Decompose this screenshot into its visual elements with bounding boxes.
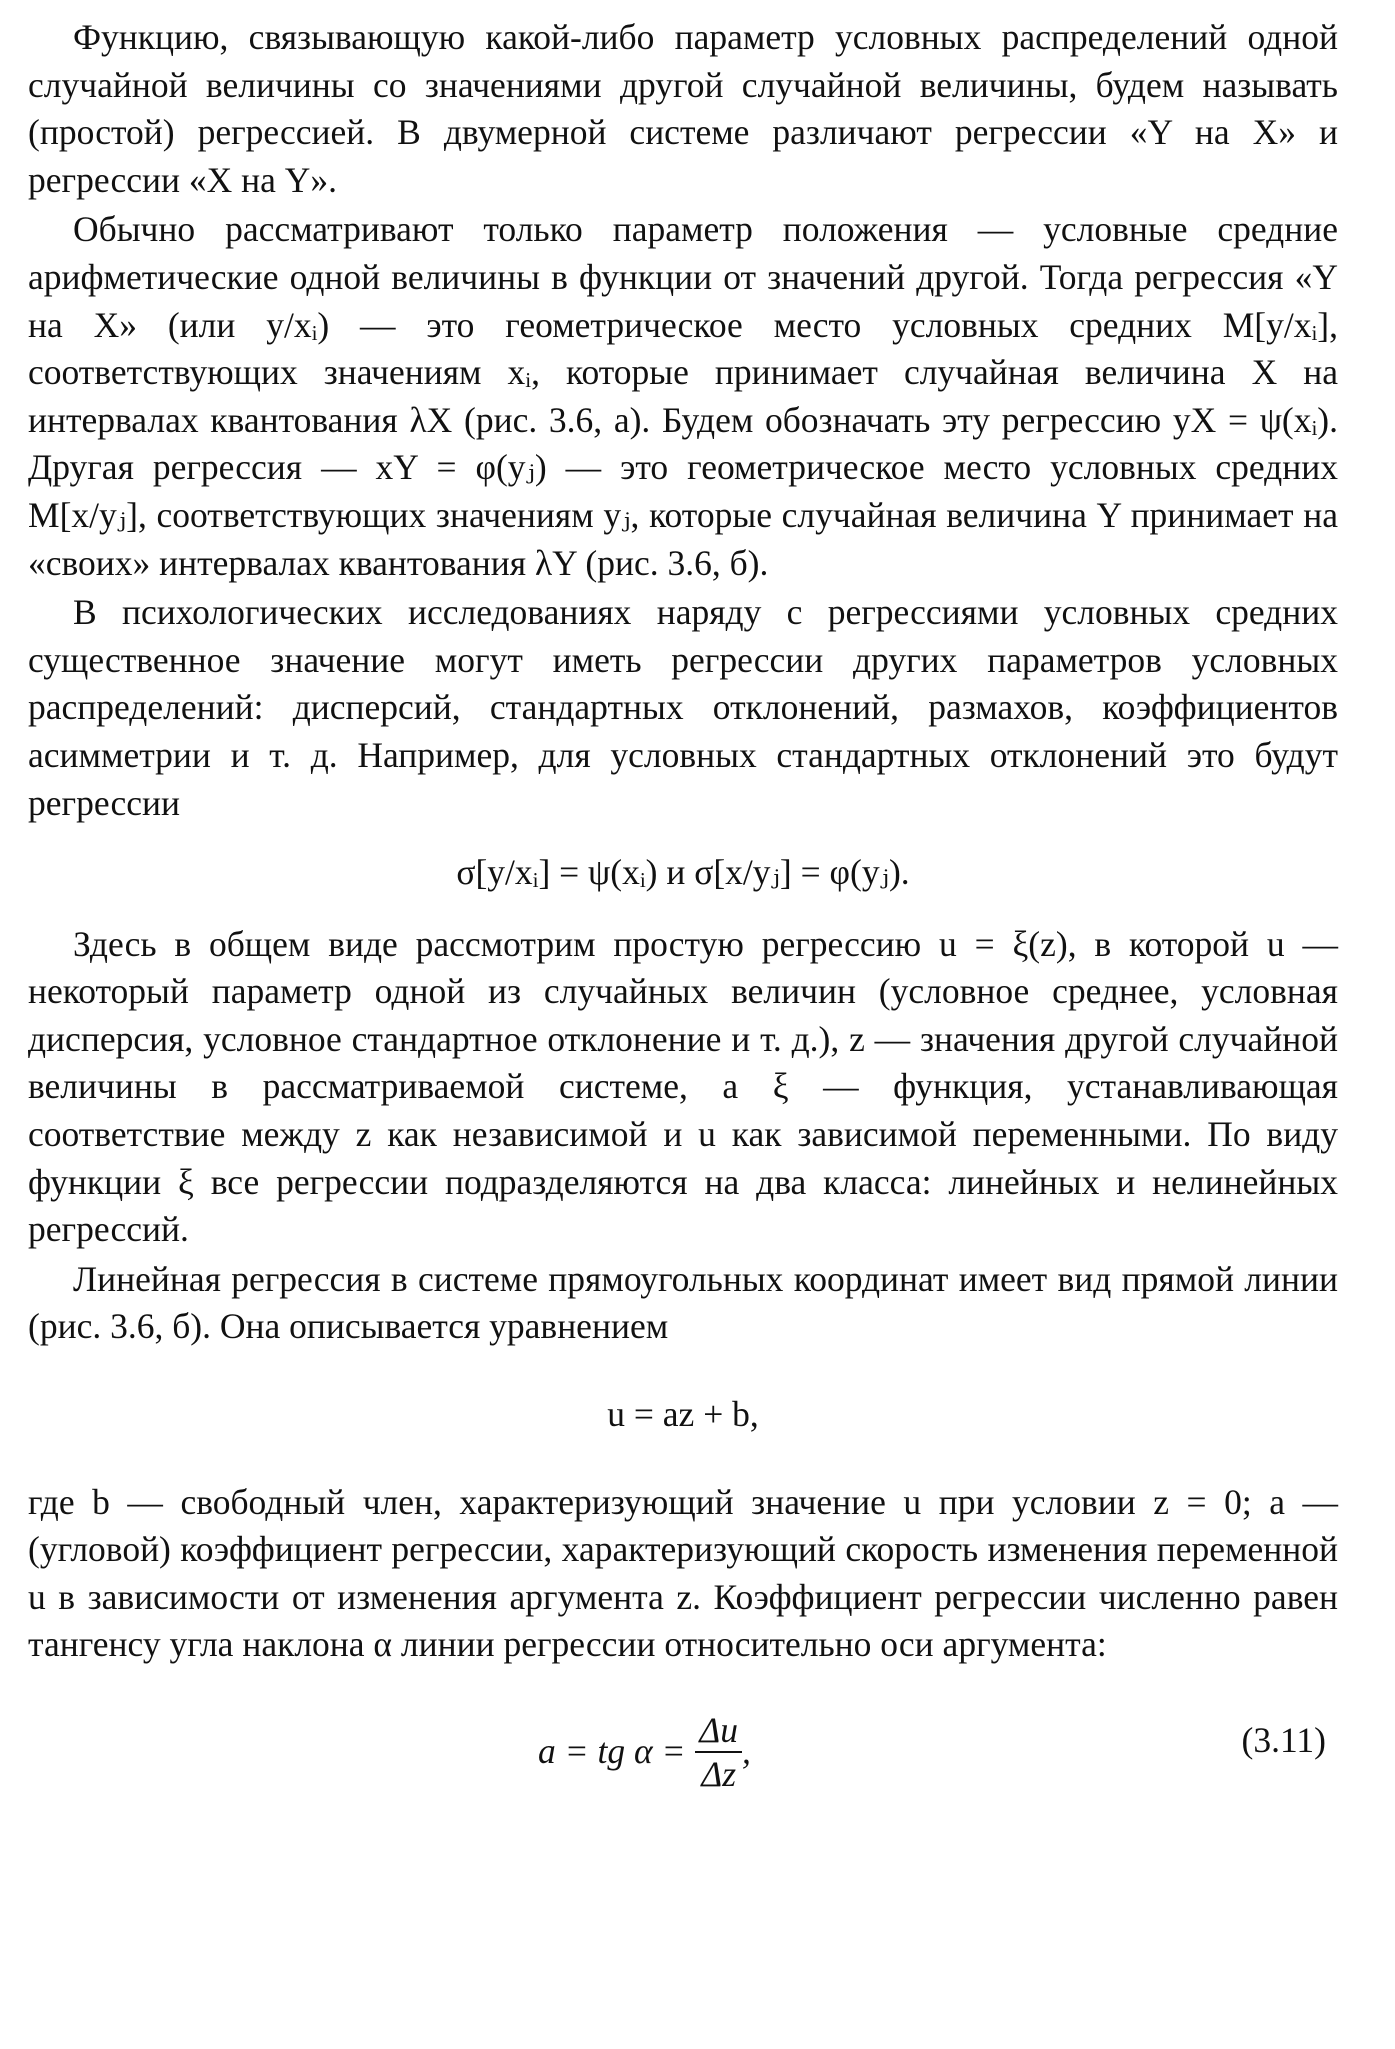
equation-lhs: a = tg α = (538, 1731, 686, 1772)
equation-body (538, 1709, 751, 1795)
equation-number: (3.11) (1241, 1720, 1326, 1760)
paragraph-other-parameters: В психологических исследованиях наряду с регрессиями условных средних существенное значение могут иметь регрессии других параметров условных распределений: дисперсий, стандартных отклонений, размахов, коэффициентов асимметрии и т. д. Например, для условных стандартных отклонений это будут регрессии (28, 592, 1338, 823)
paragraph-linear-regression: Линейная регрессия в системе прямоугольных координат имеет вид прямой линии (рис. 3.6, б). Она описывается уравнением (28, 1258, 1338, 1347)
formula-sigma-regressions: σ[y/xᵢ] = ψ(xᵢ) и σ[x/yⱼ] = φ(yⱼ). (456, 852, 910, 893)
paragraph-coefficient-explanation: где b — свободный член, характеризующий значение u при условии z = 0; a — (угловой) коэффициент регрессии, характеризующий скорость изменения переменной u в зависимости от изменения аргумента z. Коэффициент регрессии численно равен тангенсу угла наклона α линии регрессии относительно оси аргумента: (28, 1481, 1338, 1665)
formula-linear-equation: u = az + b, (607, 1394, 759, 1435)
fraction-denominator: Δz (701, 1754, 737, 1794)
paragraph-conditional-means: Обычно рассматривают только параметр положения — условные средние арифметические одной величины в функции от значений другой. Тогда регрессия «Y на X» (или y/xᵢ) — это геометрическое место условных средних M[y/xᵢ], соответствующих значениям xᵢ, которые принимает случайная величина X на интервалах квантования λX (рис. 3.6, a). Будем обозначать эту регрессию yX = ψ(xᵢ). Другая регрессия — xY = φ(yⱼ) — это геометрическое место условных средних M[x/yⱼ], соответствующих значениям yⱼ, которые случайная величина Y принимает на «своих» интервалах квантования λY (рис. 3.6, б). (28, 209, 1338, 583)
paragraph-general-regression: Здесь в общем виде рассмотрим простую регрессию u = ξ(z), в которой u — некоторый параметр одной из случайных величин (условное среднее, условная дисперсия, условное стандартное отклонение и т. д.), z — значения другой случайной величины в рассматриваемой системе, а ξ — функция, устанавливающая соответствие между z как независимой и u как зависимой переменными. По виду функции ξ все регрессии подразделяются на два класса: линейных и нелинейных регрессий. (28, 923, 1338, 1250)
paragraph-regression-definition: Функцию, связывающую какой-либо параметр условных распределений одной случайной величины со значениями другой случайной величины, будем называть (простой) регрессией. В двумерной системе различают регрессии «Y на X» и регрессии «X на Y». (28, 17, 1338, 200)
equation-fraction (695, 1709, 742, 1795)
equation-trailing-comma: , (742, 1731, 751, 1772)
fraction-numerator: Δu (695, 1709, 742, 1753)
